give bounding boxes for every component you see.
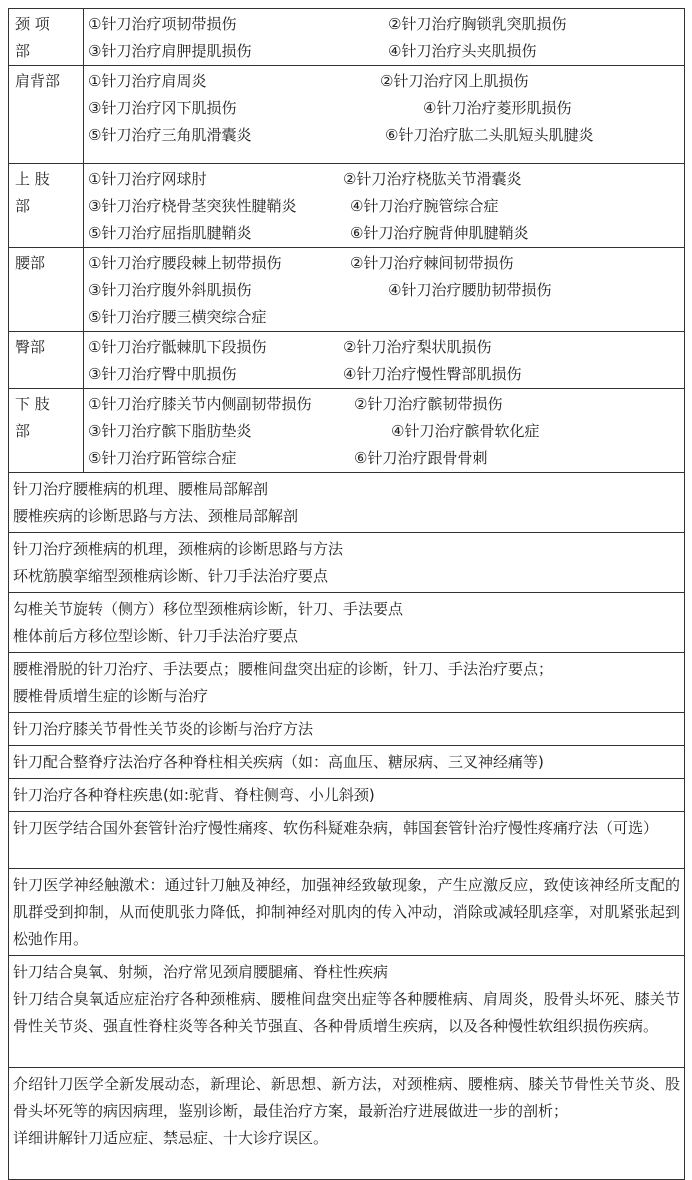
region-category: 颈 项 部 [9,9,84,66]
region-row-shoulder-back [9,66,685,164]
item: ①针刀治疗项韧带损伤 [88,15,237,33]
topic-line: 详细讲解针刀适应症、禁忌症、十大诊疗误区。 [13,1129,329,1147]
topic-row [9,956,685,1068]
topic-line: 环枕筋膜挛缩型颈椎病诊断、针刀手法治疗要点 [13,567,329,585]
topic-row [9,713,685,746]
item: ③针刀治疗肩胛提肌损伤 [88,42,252,60]
region-row-lower-limb [9,389,685,473]
item: ③针刀治疗腹外斜肌损伤 [88,281,252,299]
course-content-table [8,8,685,1180]
item: ⑥针刀治疗跟骨骨刺 [354,449,488,467]
topic-line: 针刀结合臭氧适应症治疗各种颈椎病、腰椎间盘突出症等各种腰椎病、肩周炎，股骨头坏死、膝关节骨性关节炎、强直性脊柱炎等各种关节强直、各种骨质增生疾病，以及各种慢性软组织损伤疾病。 [13,990,680,1035]
topic-row [9,653,685,713]
item: ③针刀治疗臀中肌损伤 [88,365,237,383]
item: ④针刀治疗头夹肌损伤 [388,42,537,60]
region-row-waist [9,248,685,332]
topic-row [9,473,685,533]
topic-line: 针刀医学神经触激术：通过针刀触及神经，加强神经致敏现象，产生应激反应，致使该神经所支配的肌群受到抑制，从而使肌张力降低，抑制神经对肌肉的传入冲动，消除或减轻肌痉挛，对肌紧张起到松弛作用。 [13,876,680,948]
item-line [88,361,680,388]
item: ④针刀治疗慢性臀部肌损伤 [343,365,522,383]
topic-line: 腰椎骨质增生症的诊断与治疗 [13,687,209,705]
topic-row [9,812,685,869]
item: ②针刀治疗梨状肌损伤 [343,338,492,356]
topic-cell [9,812,685,869]
item: ②针刀治疗胸锁乳突肌损伤 [388,15,567,33]
region-row-upper-limb [9,164,685,248]
item: ⑤针刀治疗三角肌滑囊炎 [88,126,252,144]
item: ②针刀治疗棘间韧带损伤 [350,254,514,272]
topic-line: 针刀配合整脊疗法治疗各种脊柱相关疾病（如：高血压、糖尿病、三叉神经痛等) [13,753,544,771]
item: ①针刀治疗膝关节内侧副韧带损伤 [88,395,312,413]
topic-cell [9,779,685,812]
item: ④针刀治疗腕管综合症 [350,197,499,215]
topic-cell [9,653,685,713]
topic-cell [9,593,685,653]
item: ③针刀治疗冈下肌损伤 [88,99,237,117]
item-line [88,95,680,122]
item: ②针刀治疗桡肱关节滑囊炎 [343,170,522,188]
item: ②针刀治疗冈上肌损伤 [380,72,529,90]
item: ①针刀治疗腰段棘上韧带损伤 [88,254,282,272]
topic-cell [9,473,685,533]
item: ⑤针刀治疗屈指肌腱鞘炎 [88,224,252,242]
region-category: 上 肢 部 [9,164,84,248]
topic-line: 针刀治疗腰椎病的机理、腰椎局部解剖 [13,480,269,498]
item-line [88,68,680,95]
region-items [84,332,685,389]
region-items [84,248,685,332]
region-category: 臀部 [9,332,84,389]
region-items [84,9,685,66]
topic-cell [9,1068,685,1180]
topic-line: 腰椎疾病的诊断思路与方法、颈椎局部解剖 [13,507,299,525]
item: ③针刀治疗桡骨茎突狭性腱鞘炎 [88,197,297,215]
topic-line: 针刀治疗颈椎病的机理，颈椎病的诊断思路与方法 [13,540,344,558]
course-content-table-wrapper [8,8,685,1180]
region-category: 下 肢 部 [9,389,84,473]
item: ④针刀治疗菱形肌损伤 [423,99,572,117]
region-items [84,164,685,248]
topic-line: 针刀结合臭氧、射频，治疗常见颈肩腰腿痛、脊柱性疾病 [13,963,389,981]
item-line [88,250,680,277]
item: ④针刀治疗髌骨软化症 [391,422,540,440]
item-line [88,418,680,445]
item-line [88,193,680,220]
item-line [88,11,680,38]
topic-line: 介绍针刀医学全新发展动态，新理论、新思想、新方法，对颈椎病、腰椎病、膝关节骨性关节炎、股骨头坏死等的病因病理，鉴别诊断，最佳治疗方案，最新治疗进展做进一步的剖析； [13,1075,680,1120]
region-category: 肩背部 [9,66,84,164]
item-line [88,445,680,472]
item-line [88,277,680,304]
region-items [84,66,685,164]
item: ⑤针刀治疗跖管综合症 [88,449,237,467]
topic-cell [9,533,685,593]
item: ①针刀治疗网球肘 [88,170,207,188]
item: ①针刀治疗骶棘肌下段损伤 [88,338,267,356]
topic-row [9,779,685,812]
region-row-neck [9,9,685,66]
topic-row [9,1068,685,1180]
item: ④针刀治疗腰肋韧带损伤 [388,281,552,299]
topic-cell [9,956,685,1068]
topic-line: 椎体前后方移位型诊断、针刀手法治疗要点 [13,627,299,645]
item-line [88,391,680,418]
item: ⑥针刀治疗肱二头肌短头肌腱炎 [385,126,594,144]
item: ③针刀治疗髌下脂肪垫炎 [88,422,252,440]
region-category: 腰部 [9,248,84,332]
table-body [9,9,685,1180]
region-items [84,389,685,473]
item: ⑥针刀治疗腕背伸肌腱鞘炎 [350,224,529,242]
topic-row [9,533,685,593]
topic-row [9,593,685,653]
topic-line: 针刀治疗膝关节骨性关节炎的诊断与治疗方法 [13,720,314,738]
item-line [88,220,680,247]
topic-line: 针刀医学结合国外套管针治疗慢性痛疼、软伤科疑难杂病，韩国套管针治疗慢性疼痛疗法（可选） [13,819,659,837]
item: ①针刀治疗肩周炎 [88,72,207,90]
topic-row [9,869,685,956]
item: ②针刀治疗髌韧带损伤 [354,395,503,413]
item-line [88,122,680,149]
topic-line: 勾椎关节旋转（侧方）移位型颈椎病诊断，针刀、手法要点 [13,600,404,618]
item-line [88,304,680,331]
topic-line: 腰椎滑脱的针刀治疗、手法要点；腰椎间盘突出症的诊断，针刀、手法治疗要点； [13,660,554,678]
item-line [88,38,680,65]
topic-cell [9,713,685,746]
item-line [88,334,680,361]
item: ⑤针刀治疗腰三横突综合症 [88,308,267,326]
topic-line: 针刀治疗各种脊柱疾患(如:驼背、脊柱侧弯、小儿斜颈) [13,786,375,804]
item-line [88,166,680,193]
topic-cell [9,869,685,956]
topic-cell [9,746,685,779]
topic-row [9,746,685,779]
region-row-buttock [9,332,685,389]
